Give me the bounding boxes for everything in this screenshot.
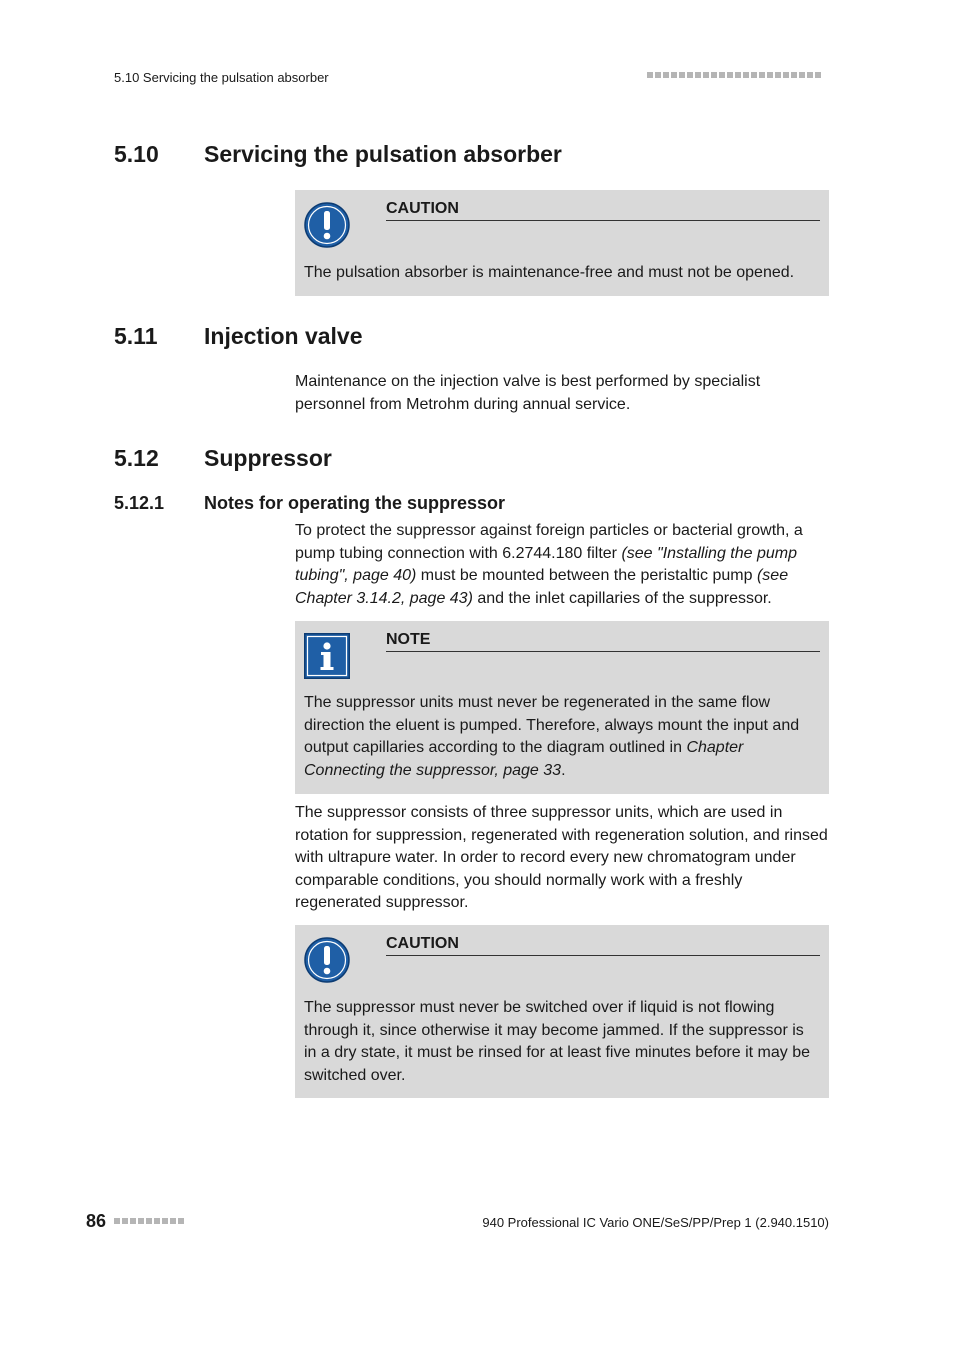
section-5-12-heading bbox=[114, 445, 332, 472]
section-title: Suppressor bbox=[204, 445, 332, 471]
note-body-end: . bbox=[561, 761, 566, 779]
product-name: 940 Professional IC Vario ONE/SeS/PP/Prep 1 (2.940.1510) bbox=[482, 1215, 829, 1230]
note-text bbox=[304, 692, 820, 782]
section-number: 5.10 bbox=[114, 141, 159, 167]
section-number: 5.11 bbox=[114, 323, 158, 349]
page-number: 86 bbox=[86, 1211, 107, 1231]
caution-text: The pulsation absorber is maintenance-free and must not be opened. bbox=[304, 264, 795, 281]
exclamation-icon bbox=[304, 937, 350, 983]
section-5-12-1-heading bbox=[114, 493, 505, 514]
section-number: 5.12.1 bbox=[114, 493, 165, 513]
cross-reference-link[interactable]: (see Chapter 3.14.2, page 43) bbox=[295, 567, 789, 607]
section-title: Injection valve bbox=[204, 323, 363, 349]
section-number: 5.12 bbox=[114, 445, 159, 471]
footer-decoration bbox=[114, 1218, 184, 1224]
section-title: Servicing the pulsation absorber bbox=[204, 141, 562, 167]
note-box bbox=[295, 621, 829, 794]
section-title: Notes for operating the suppressor bbox=[204, 493, 506, 513]
header-decoration bbox=[647, 72, 829, 80]
note-label: NOTE bbox=[386, 631, 820, 652]
exclamation-icon bbox=[304, 202, 350, 248]
injection-valve-text: Maintenance on the injection valve is best performed by specialist personnel from Metrohm during annual service. bbox=[295, 373, 761, 413]
suppressor-description-paragraph: The suppressor consists of three suppressor units, which are used in rotation for suppression, regenerated with regeneration solution, and rinsed with ultrapure water. In order to record every new chromatogram under comparable conditions, you should normally work with a freshly regenerated suppressor. bbox=[295, 804, 828, 911]
section-5-10-heading bbox=[114, 141, 562, 168]
caution-box-pulsation bbox=[295, 190, 829, 296]
paragraph-text: and the inlet capillaries of the suppressor. bbox=[472, 589, 772, 607]
suppressor-intro-paragraph bbox=[295, 520, 829, 610]
section-5-11-heading bbox=[114, 323, 363, 350]
caution-box-suppressor bbox=[295, 925, 829, 1098]
caution-text: The suppressor must never be switched over if liquid is not flowing through it, since otherwise it may become jammed. If the suppressor is in a dry state, it must be rinsed for at least five minutes before it may be switched over. bbox=[304, 999, 811, 1084]
paragraph-text: To protect the suppressor against foreign particles or bacterial growth, a pump tubing connection with 6.2744.180 filter bbox=[295, 522, 803, 562]
info-icon bbox=[304, 633, 350, 679]
note-body: The suppressor units must never be regenerated in the same flow direction the eluent is pumped. Therefore, always mount the input and output capillaries according to the diagram outlined in bbox=[304, 694, 800, 756]
caution-label: CAUTION bbox=[386, 935, 820, 956]
paragraph-text: must be mounted between the peristaltic pump bbox=[416, 567, 757, 584]
cross-reference-link[interactable]: (see "Installing the pump tubing", page 40) bbox=[295, 544, 797, 584]
running-header: 5.10 Servicing the pulsation absorber bbox=[114, 70, 329, 85]
cross-reference-link[interactable]: Chapter Connecting the suppressor, page 33 bbox=[304, 739, 744, 779]
caution-label: CAUTION bbox=[386, 200, 820, 221]
